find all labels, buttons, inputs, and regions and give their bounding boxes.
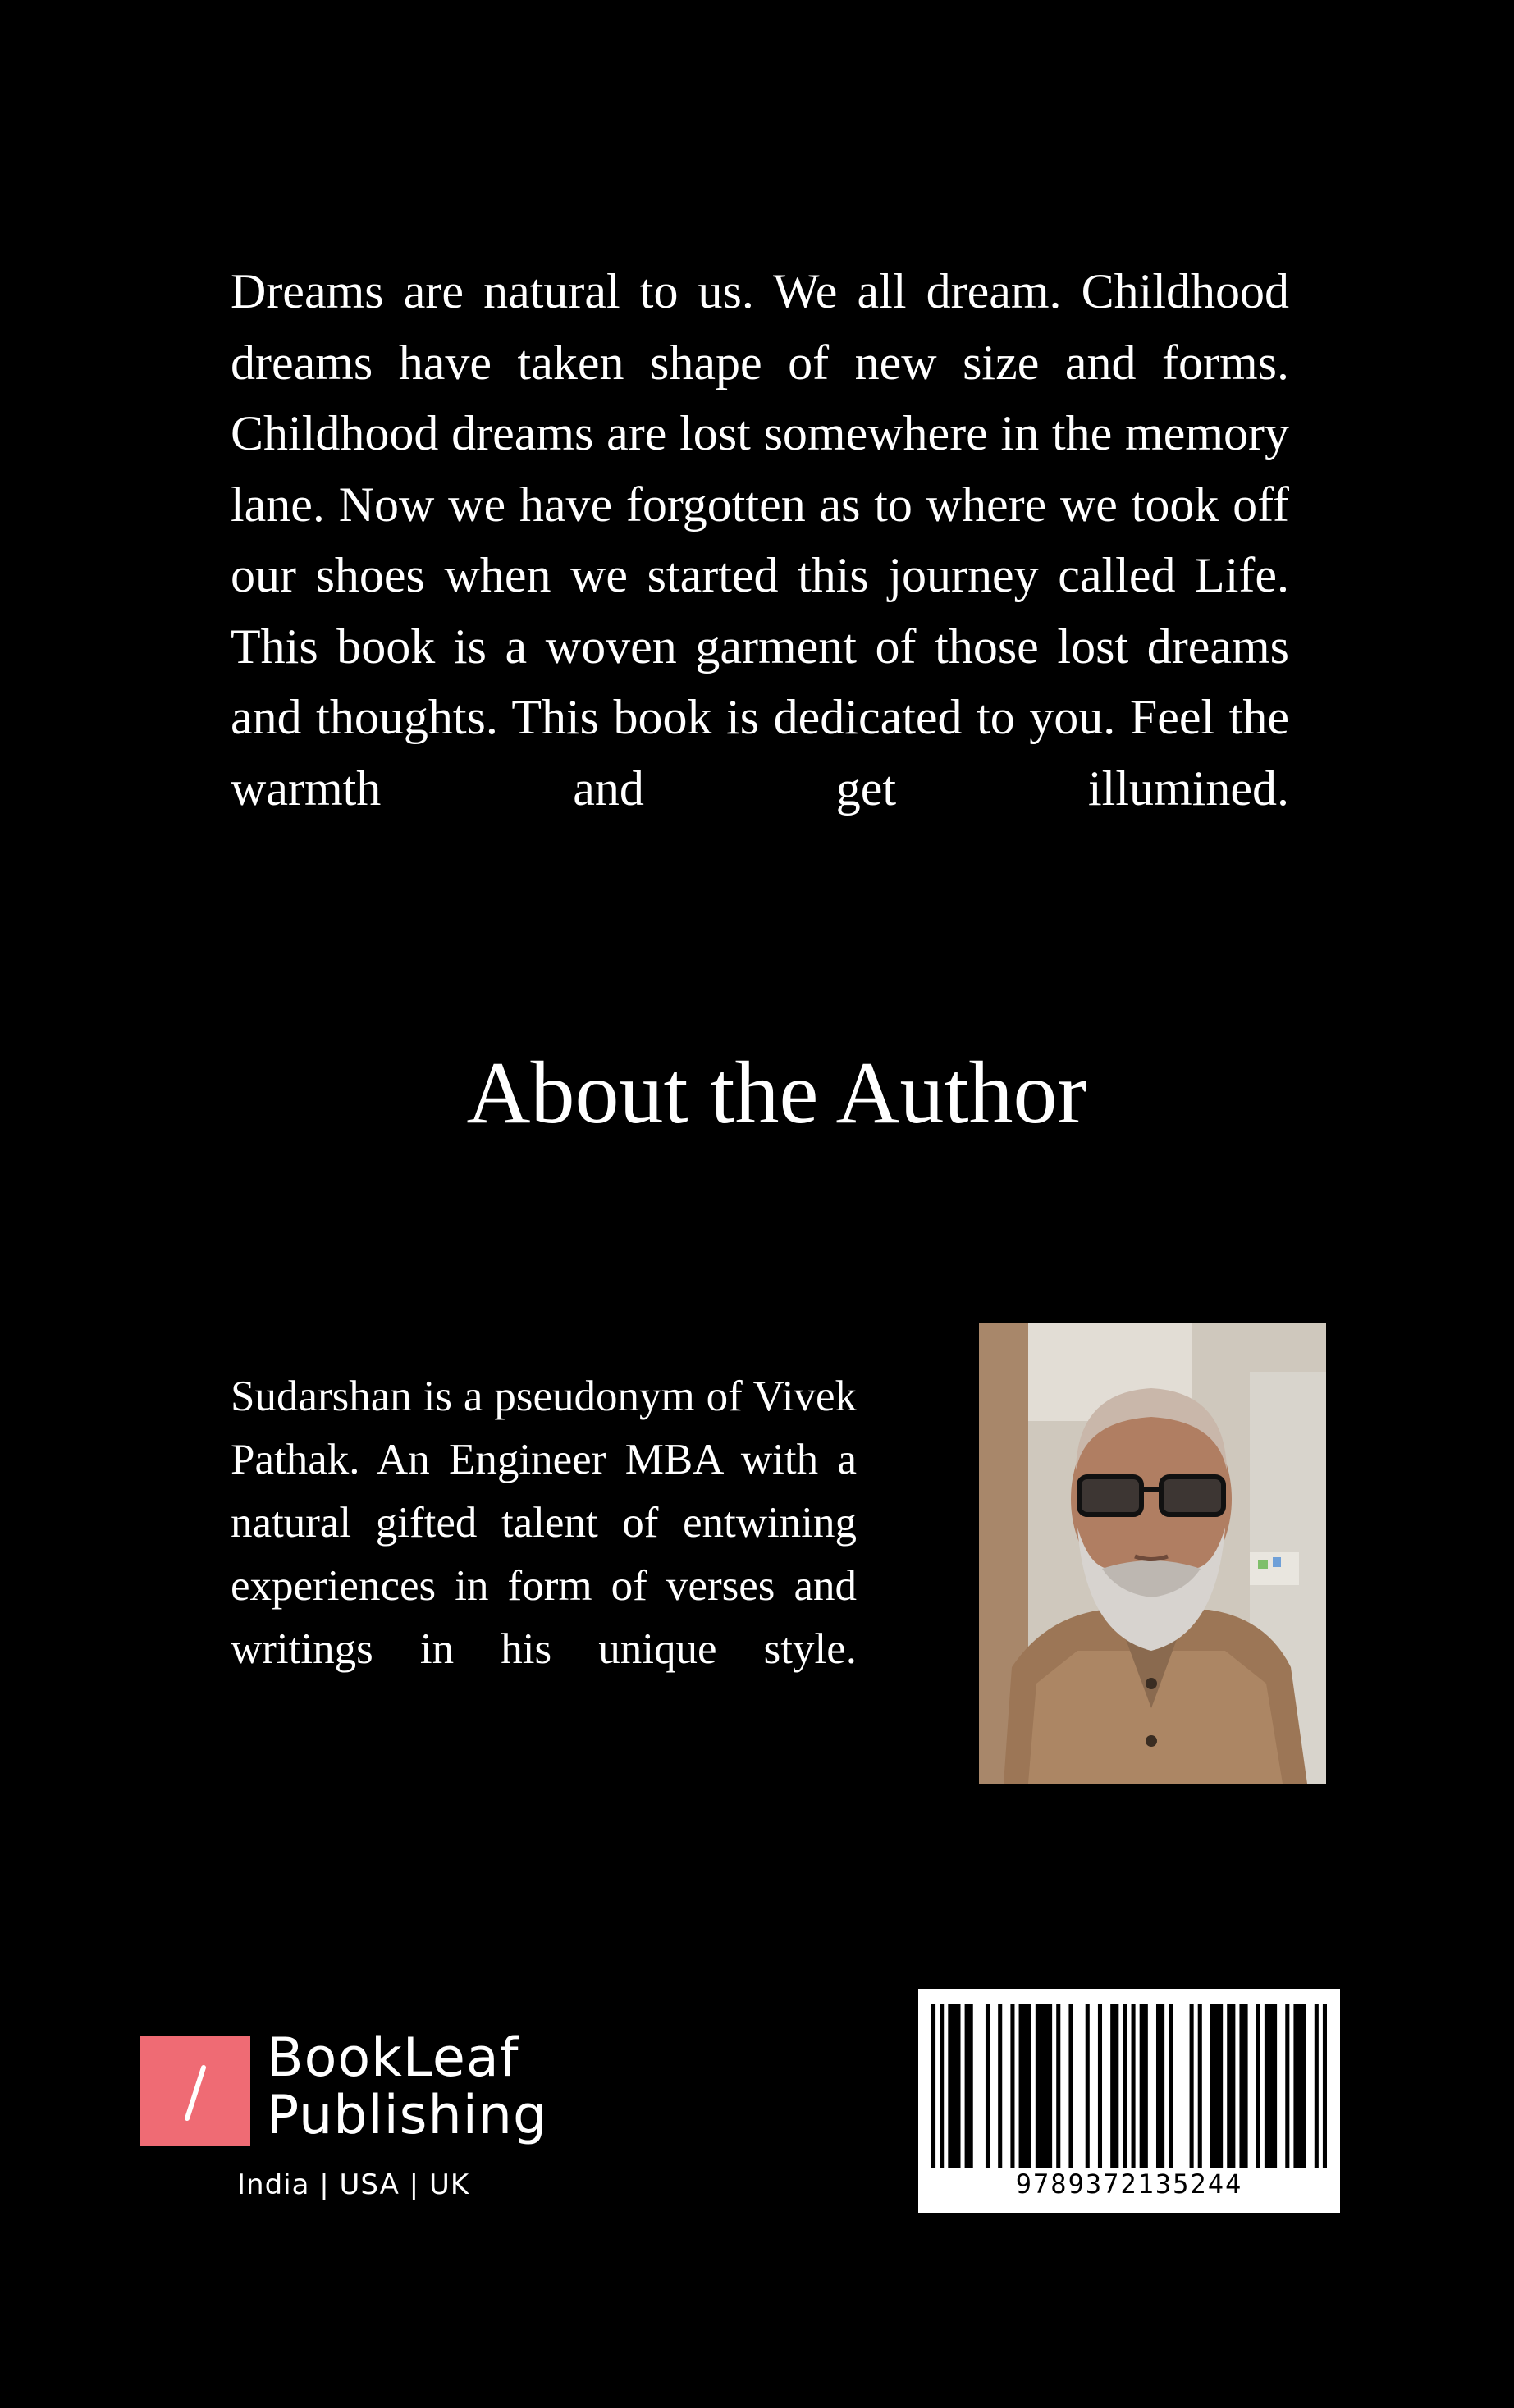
barcode-bar bbox=[1019, 2004, 1031, 2168]
about-author-heading: About the Author bbox=[466, 1044, 1087, 1142]
barcode-bar bbox=[1315, 2004, 1319, 2168]
barcode-bar bbox=[1086, 2004, 1090, 2168]
publisher-regions: India | USA | UK bbox=[237, 2168, 470, 2201]
barcode-bar bbox=[1169, 2004, 1173, 2168]
barcode-bar bbox=[965, 2004, 973, 2168]
barcode-bar bbox=[1293, 2004, 1306, 2168]
barcode-bar bbox=[1123, 2004, 1127, 2168]
barcode-bars bbox=[931, 2004, 1327, 2168]
back-cover-blurb: Dreams are natural to us. We all dream. Childhood dreams have taken shape of new size and forms. Childhood dreams are lost somewhere in the memory lane. Now we have forgotten as to where we took off our shoes when we started this journey called Life. This book is a woven garment of those lost dreams and thoughts. This book is dedicated to you. Feel the warmth and get illumined. bbox=[231, 264, 1289, 816]
barcode-bar bbox=[1198, 2004, 1202, 2168]
barcode-bar bbox=[1068, 2004, 1073, 2168]
barcode-bar bbox=[948, 2004, 960, 2168]
barcode-bar bbox=[1227, 2004, 1235, 2168]
barcode-bar bbox=[1156, 2004, 1164, 2168]
author-bio: Sudarshan is a pseudonym of Vivek Pathak. An Engineer MBA with a natural gifted talent of entwining experiences in form of verses and writings in his unique style. bbox=[231, 1373, 857, 1673]
isbn-number: 9789372135244 bbox=[1015, 2168, 1243, 2200]
barcode-bar bbox=[1140, 2004, 1148, 2168]
publisher-name-line-1: BookLeaf bbox=[267, 2027, 519, 2089]
barcode-bar bbox=[1210, 2004, 1223, 2168]
barcode-bar bbox=[998, 2004, 1002, 2168]
barcode-bar bbox=[1256, 2004, 1260, 2168]
publisher-logo-mark bbox=[140, 2036, 250, 2146]
barcode-bar bbox=[1265, 2004, 1277, 2168]
author-photo bbox=[979, 1323, 1326, 1784]
barcode-bar bbox=[1190, 2004, 1194, 2168]
barcode-bar bbox=[1132, 2004, 1136, 2168]
barcode-bar bbox=[1323, 2004, 1327, 2168]
barcode-bar bbox=[1285, 2004, 1289, 2168]
barcode-bar bbox=[1098, 2004, 1102, 2168]
barcode-bar bbox=[1056, 2004, 1060, 2168]
isbn-barcode bbox=[918, 1989, 1340, 2213]
slash-icon bbox=[140, 2036, 250, 2146]
barcode-bar bbox=[1110, 2004, 1118, 2168]
barcode-bar bbox=[940, 2004, 944, 2168]
barcode-bar bbox=[1010, 2004, 1014, 2168]
barcode-bar bbox=[931, 2004, 935, 2168]
publisher-logo bbox=[140, 2027, 567, 2214]
author-portrait-image bbox=[979, 1323, 1326, 1784]
barcode-bar bbox=[986, 2004, 990, 2168]
barcode-bar bbox=[1036, 2004, 1052, 2168]
publisher-name-line-2: Publishing bbox=[267, 2085, 548, 2146]
barcode-bar bbox=[1239, 2004, 1247, 2168]
